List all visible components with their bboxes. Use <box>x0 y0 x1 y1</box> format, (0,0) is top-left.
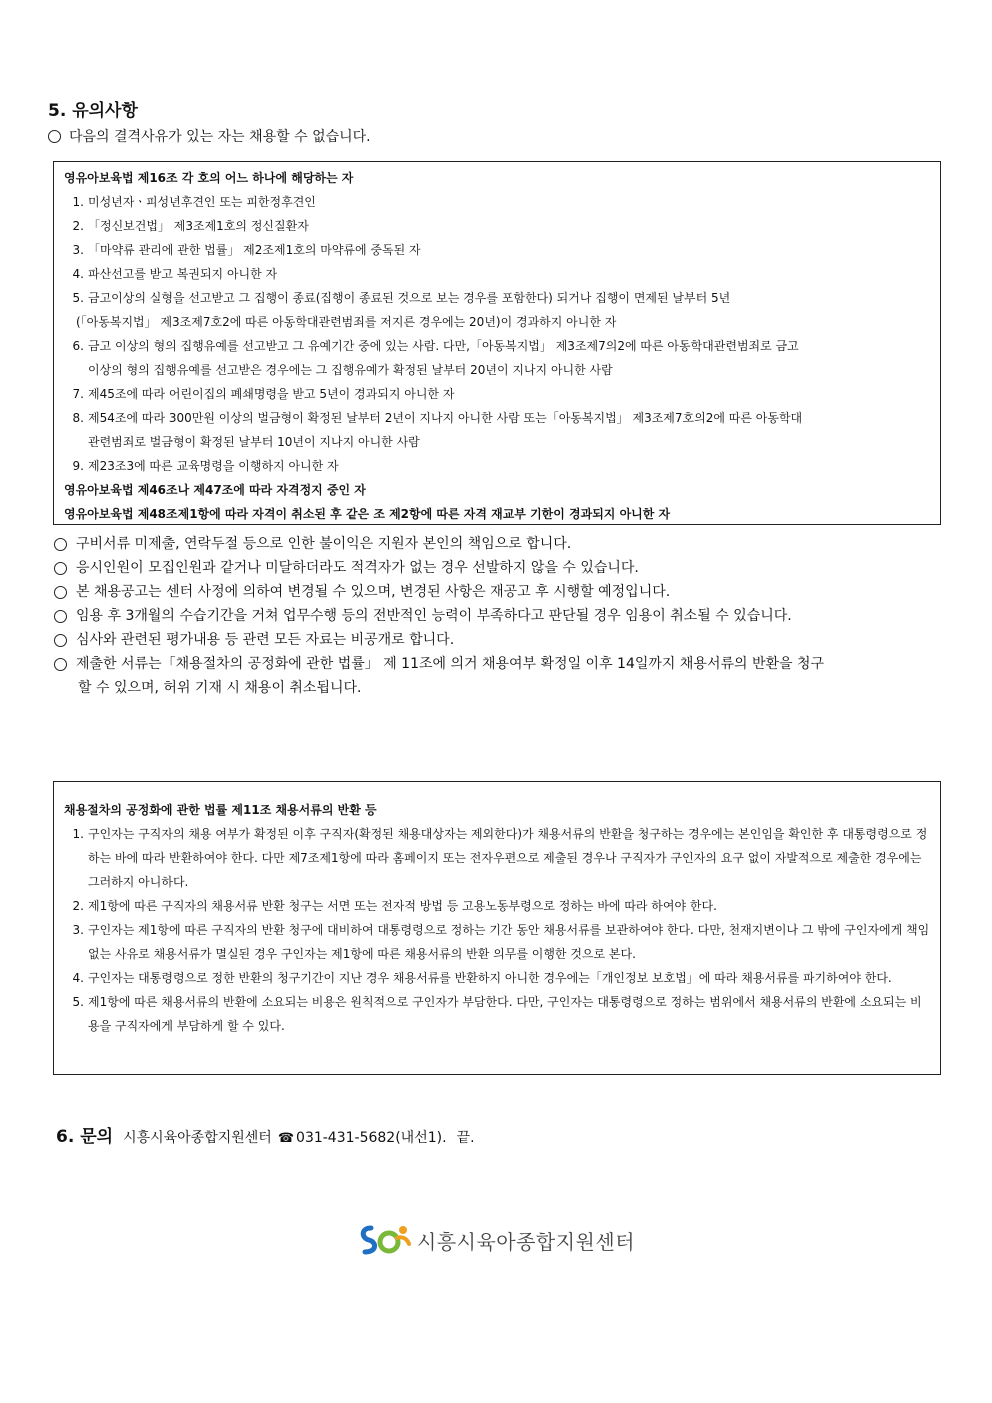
list-item <box>64 406 932 454</box>
note-item <box>52 580 942 604</box>
list-item <box>64 382 932 406</box>
contact-end: 끝. <box>456 1130 475 1146</box>
circle-bullet-icon <box>54 658 67 671</box>
item-number: 4. <box>72 267 84 281</box>
item-number: 4. <box>72 971 84 985</box>
item-text: 제54조에 따라 300만원 이상의 벌금형이 확정된 날부터 2년이 지나지 아니한 사람 또는「아동복지법」 제3조제7호의2에 따른 아동학대 관련범죄로 벌금형이 확정된 날부터 10년이 지나지 아니한 사람 <box>88 411 803 449</box>
item-text: 제23조3에 따른 교육명령을 이행하지 아니한 자 <box>88 459 339 473</box>
note-text: 본 채용공고는 센터 사정에 의하여 변경될 수 있으며, 변경된 사항은 재공고 후 시행할 예정입니다. <box>76 584 671 600</box>
note-item <box>52 652 942 700</box>
contact-phone: 031-431-5682(내선1). <box>296 1130 447 1146</box>
box1-footer-1: 영유아보육법 제46조나 제47조에 따라 자격정지 중인 자 <box>64 483 366 497</box>
list-item <box>64 454 932 478</box>
box1-heading: 영유아보육법 제16조 각 호의 어느 하나에 해당하는 자 <box>64 171 354 185</box>
list-item <box>64 286 932 310</box>
note-item <box>52 628 942 652</box>
note-text: 구비서류 미제출, 연락두절 등으로 인한 불이익은 지원자 본인의 책임으로 합니다. <box>76 536 572 552</box>
note-text: 제출한 서류는「채용절차의 공정화에 관한 법률」 제 11조에 의거 채용여부 확정일 이후 14일까지 채용서류의 반환을 청구 할 수 있으며, 허위 기재 시 채용이 취소됩니다. <box>76 656 825 696</box>
document-return-box <box>53 781 941 1075</box>
item-number: 8. <box>72 411 84 425</box>
item-text: 구인자는 제1항에 따른 구직자의 반환 청구에 대비하여 대통령령으로 정하는 기간 동안 채용서류를 보관하여야 한다. 다만, 천재지변이나 그 밖에 구인자에게 책임 없는 사유로 채용서류가 멸실된 경우 구인자는 제1항에 따른 채용서류의 반환 의무를 이행한 것으로 본다. <box>88 923 930 961</box>
list-item <box>64 918 932 966</box>
circle-bullet-icon <box>48 130 61 143</box>
center-logo <box>357 1220 635 1260</box>
item-text: 「마약류 관리에 관한 법률」 제2조제1호의 마약류에 중독된 자 <box>88 243 421 257</box>
item-number: 9. <box>72 459 84 473</box>
item-number: 5. <box>72 995 84 1009</box>
item-text: 구인자는 구직자의 채용 여부가 확정된 이후 구직자(확정된 채용대상자는 제외한다)가 채용서류의 반환을 청구하는 경우에는 본인임을 확인한 후 대통령령으로 정하는 바에 따라 반환하여야 한다. 다만 제7조제1항에 따라 홈페이지 또는 전자우편으로 제출된 경우나 구직자가 구인자의 요구 없이 자발적으로 제출한 경우에는 그러하지 아니하다. <box>88 827 928 889</box>
box2-item-list <box>64 822 932 1038</box>
box1-footer-2: 영유아보육법 제48조제1항에 따라 자격이 취소된 후 같은 조 제2항에 따른 자격 재교부 기한이 경과되지 아니한 자 <box>64 507 671 521</box>
circle-bullet-icon <box>54 610 67 623</box>
item-number: 7. <box>72 387 84 401</box>
item-text: 제45조에 따라 어린이집의 폐쇄명령을 받고 5년이 경과되지 아니한 자 <box>88 387 455 401</box>
item-number: 1. <box>72 827 84 841</box>
item-number: 2. <box>72 219 84 233</box>
box2-heading: 채용절차의 공정화에 관한 법률 제11조 채용서류의 반환 등 <box>64 803 377 817</box>
contact-line <box>56 1122 475 1147</box>
box1-item5-continuation: (「아동복지법」 제3조제7호2에 따른 아동학대관련범죄를 저지른 경우에는 20년)이 경과하지 아니한 자 <box>76 315 617 329</box>
center-logo-text: 시흥시육아종합지원센터 <box>417 1229 636 1254</box>
circle-bullet-icon <box>54 634 67 647</box>
circle-bullet-icon <box>54 562 67 575</box>
note-item <box>52 604 942 628</box>
phone-icon: ☎ <box>277 1131 295 1146</box>
list-item <box>64 990 932 1038</box>
list-item <box>64 190 932 214</box>
list-item <box>64 214 932 238</box>
item-text: 금고이상의 실형을 선고받고 그 집행이 종료(집행이 종료된 것으로 보는 경우를 포함한다) 되거나 집행이 면제된 날부터 5년 <box>88 291 731 305</box>
item-text: 「정신보건법」 제3조제1호의 정신질환자 <box>88 219 309 233</box>
circle-bullet-icon <box>54 538 67 551</box>
list-item <box>64 822 932 894</box>
intro-text: 다음의 결격사유가 있는 자는 채용할 수 없습니다. <box>69 129 371 145</box>
note-item <box>52 532 942 556</box>
circle-bullet-icon <box>54 586 67 599</box>
item-text: 파산선고를 받고 복권되지 아니한 자 <box>88 267 278 281</box>
item-number: 5. <box>72 291 84 305</box>
item-number: 3. <box>72 243 84 257</box>
notes-list <box>52 532 942 700</box>
note-text: 응시인원이 모집인원과 같거나 미달하더라도 적격자가 없는 경우 선발하지 않을 수 있습니다. <box>76 560 639 576</box>
item-text: 제1항에 따른 구직자의 채용서류 반환 청구는 서면 또는 전자적 방법 등 고용노동부령으로 정하는 바에 따라 하여야 한다. <box>88 899 717 913</box>
disqualification-box <box>53 161 941 525</box>
note-item <box>52 556 942 580</box>
list-item <box>64 334 932 382</box>
list-item <box>64 966 932 990</box>
item-number: 6. <box>72 339 84 353</box>
section-5-title: 5. 유의사항 <box>48 101 138 121</box>
list-item <box>64 894 932 918</box>
item-text: 구인자는 대통령령으로 정한 반환의 청구기간이 지난 경우 채용서류를 반환하지 아니한 경우에는「개인정보 보호법」에 따라 채용서류를 파기하여야 한다. <box>88 971 892 985</box>
box1-item-list-b <box>64 334 932 478</box>
item-text: 미성년자ㆍ피성년후견인 또는 피한정후견인 <box>88 195 316 209</box>
list-item <box>64 238 932 262</box>
contact-title: 6. 문의 <box>56 1127 114 1147</box>
list-item <box>64 262 932 286</box>
note-text: 심사와 관련된 평가내용 등 관련 모든 자료는 비공개로 합니다. <box>76 632 455 648</box>
item-number: 2. <box>72 899 84 913</box>
intro-line <box>48 126 371 146</box>
item-text: 금고 이상의 형의 집행유예를 선고받고 그 유예기간 중에 있는 사람. 다만,「아동복지법」 제3조제7의2에 따른 아동학대관련범죄로 금고 이상의 형의 집행유예를 선고받은 경우에는 그 집행유예가 확정된 날부터 20년이 지나지 아니한 사람 <box>88 339 799 377</box>
item-number: 3. <box>72 923 84 937</box>
item-number: 1. <box>72 195 84 209</box>
item-text: 제1항에 따른 채용서류의 반환에 소요되는 비용은 원칙적으로 구인자가 부담한다. 다만, 구인자는 대통령령으로 정하는 범위에서 채용서류의 반환에 소요되는 비용을 구직자에게 부담하게 할 수 있다. <box>88 995 922 1033</box>
center-logo-icon <box>357 1220 413 1260</box>
note-text: 임용 후 3개월의 수습기간을 거쳐 업무수행 등의 전반적인 능력이 부족하다고 판단될 경우 임용이 취소될 수 있습니다. <box>76 608 792 624</box>
box1-item-list <box>64 190 932 310</box>
contact-org: 시흥시육아종합지원센터 <box>123 1130 272 1146</box>
